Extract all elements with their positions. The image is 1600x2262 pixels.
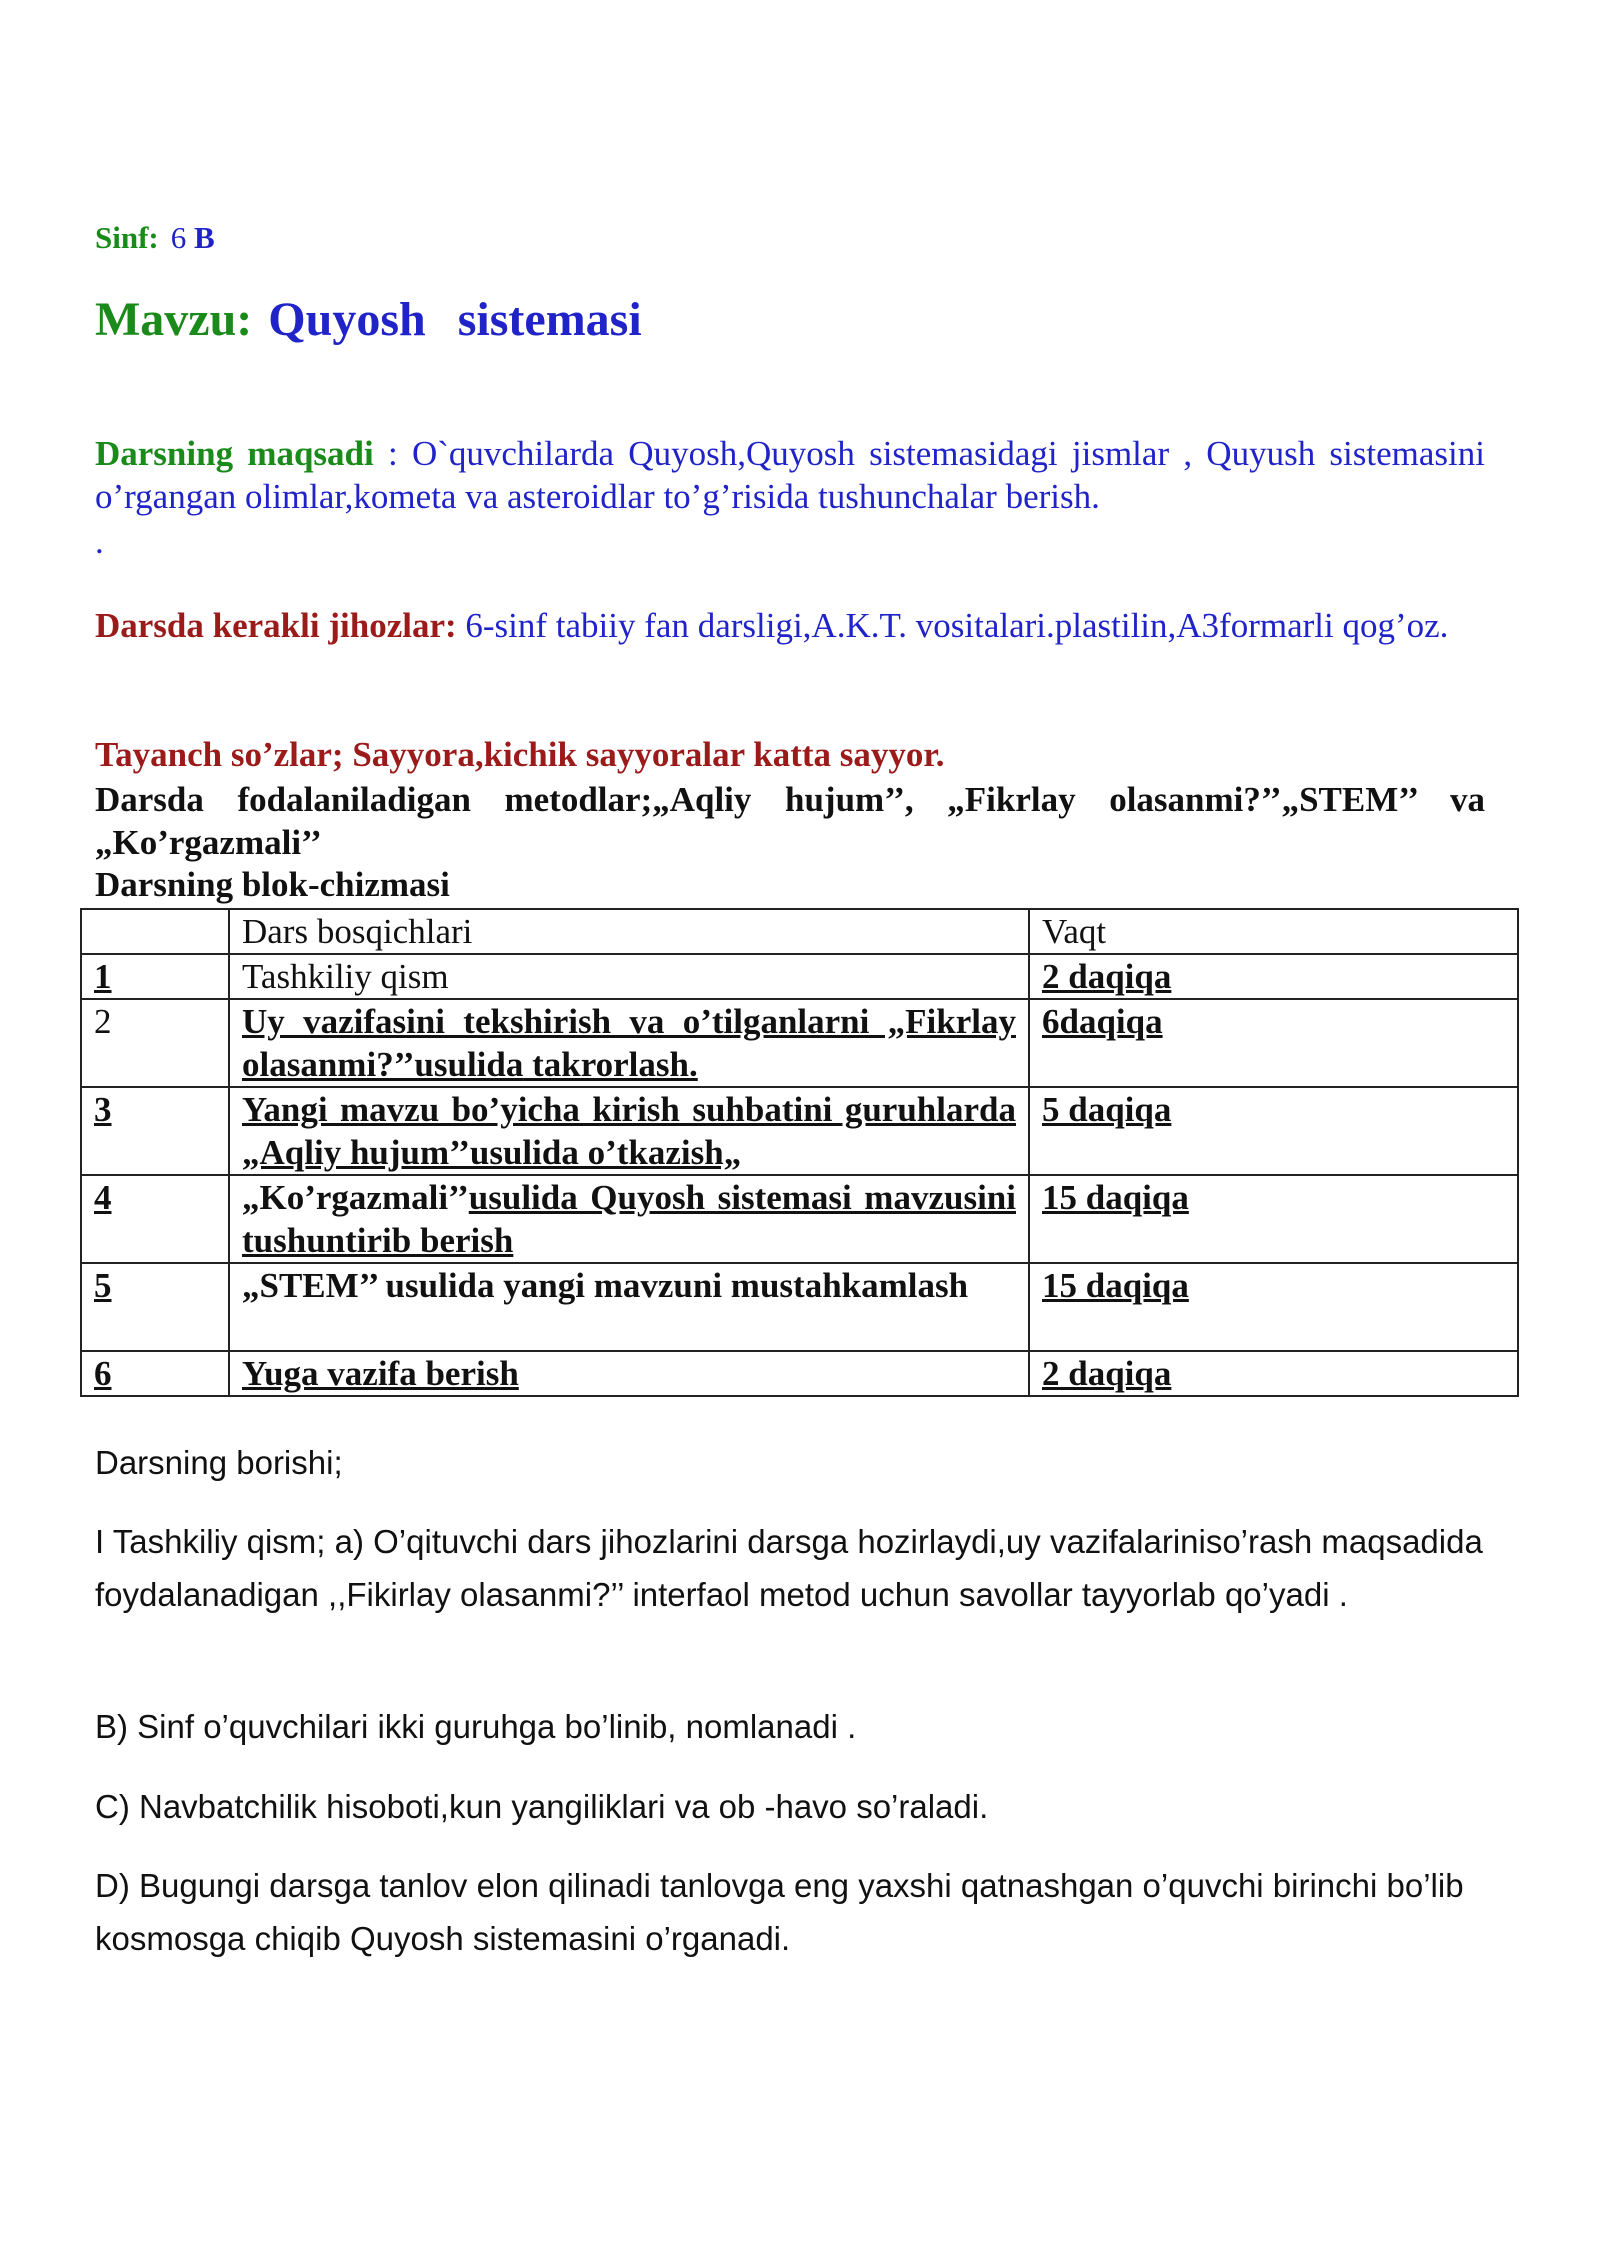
equipment-text: 6-sinf tabiiy fan darsligi,A.K.T. vositalari.plastilin,A3formarli qog’oz. bbox=[456, 606, 1449, 645]
lesson-equipment bbox=[95, 604, 1485, 647]
class-line bbox=[95, 220, 215, 256]
row-stage-part-b: usulida Quyosh sistemasi mavzusini tushuntirib berish bbox=[242, 1178, 1016, 1260]
lesson-progress-title: Darsning borishi; bbox=[95, 1444, 343, 1481]
header-time-cell: Vaqt bbox=[1029, 909, 1518, 954]
row-time: 15 daqiqa bbox=[1029, 1263, 1518, 1351]
table-row bbox=[81, 1263, 1518, 1351]
row-time: 6daqiqa bbox=[1029, 999, 1518, 1087]
row-stage: Yuga vazifa berish bbox=[229, 1351, 1029, 1396]
topic-word-1: Quyosh bbox=[268, 293, 426, 346]
goal-text: O`quvchilarda Quyosh,Quyosh sistemasidagi jismlar , Quyush sistemasini o’rgangan olimlar,kometa va asteroidlar to’g’risida tushunchalar berish. bbox=[95, 434, 1485, 516]
row-stage: Yangi mavzu bo’yicha kirish suhbatini guruhlarda „Aqliy hujum’’usulida o’tkazish„ bbox=[229, 1087, 1029, 1175]
goal-label: Darsning maqsadi bbox=[95, 434, 374, 473]
topic-title bbox=[95, 292, 642, 347]
header-num-cell bbox=[81, 909, 229, 954]
row-num: 4 bbox=[81, 1175, 229, 1263]
row-stage: Tashkiliy qism bbox=[229, 954, 1029, 999]
topic-word-2: sistemasi bbox=[457, 293, 642, 346]
class-label: Sinf: bbox=[95, 220, 159, 255]
lesson-goal bbox=[95, 432, 1485, 518]
progress-paragraph-3: C) Navbatchilik hisoboti,kun yangiliklari va ob -havo so’raladi. bbox=[95, 1788, 989, 1825]
table-row bbox=[81, 1351, 1518, 1396]
table-row bbox=[81, 999, 1518, 1087]
progress-paragraph-1: I Tashkiliy qism; a) O’qituvchi dars jihozlarini darsga hozirlaydi,uy vazifalariniso’rash maqsadida foydalanadigan ,,Fikirlay olasanmi?’’ interfaol metod uchun savollar tayyorlab qo’yadi . bbox=[95, 1523, 1483, 1613]
goal-dot: . bbox=[95, 522, 104, 561]
table-header-row bbox=[81, 909, 1518, 954]
progress-paragraph-2: B) Sinf o’quvchilari ikki guruhga bo’linib, nomlanadi . bbox=[95, 1708, 857, 1745]
row-stage bbox=[229, 1175, 1029, 1263]
row-time: 2 daqiqa bbox=[1029, 954, 1518, 999]
row-stage bbox=[229, 999, 1029, 1087]
class-letter: B bbox=[194, 220, 215, 255]
table-row bbox=[81, 1175, 1518, 1263]
table-row bbox=[81, 1087, 1518, 1175]
row-num: 2 bbox=[81, 999, 229, 1087]
row-stage: „STEM’’ usulida yangi mavzuni mustahkamlash bbox=[229, 1263, 1029, 1351]
lesson-plan-table bbox=[80, 908, 1519, 1397]
row-num: 1 bbox=[81, 954, 229, 999]
key-words: Tayanch so’zlar; Sayyora,kichik sayyoralar katta sayyor. bbox=[95, 735, 945, 774]
lesson-methods: Darsda fodalaniladigan metodlar;„Aqliy hujum’’, „Fikrlay olasanmi?’’„STEM’’ va „Ko’rgazmali’’ bbox=[95, 780, 1485, 862]
class-number: 6 bbox=[170, 220, 187, 255]
row-num: 6 bbox=[81, 1351, 229, 1396]
row-num: 5 bbox=[81, 1263, 229, 1351]
progress-paragraph-4: D) Bugungi darsga tanlov elon qilinadi tanlovga eng yaxshi qatnashgan o’quvchi birinchi bo’lib kosmosga chiqib Quyosh sistemasini o’rganadi. bbox=[95, 1867, 1464, 1957]
topic-label: Mavzu: bbox=[95, 293, 253, 346]
table-row bbox=[81, 954, 1518, 999]
row-stage-part-b: takrorlash. bbox=[523, 1045, 698, 1084]
row-time: 5 daqiqa bbox=[1029, 1087, 1518, 1175]
row-num: 3 bbox=[81, 1087, 229, 1175]
row-time: 2 daqiqa bbox=[1029, 1351, 1518, 1396]
row-stage-part-a: „Ko’rgazmali’’ bbox=[242, 1178, 469, 1217]
goal-separator: : bbox=[373, 434, 412, 473]
equipment-label: Darsda kerakli jihozlar: bbox=[95, 606, 457, 645]
row-time: 15 daqiqa bbox=[1029, 1175, 1518, 1263]
header-stage-cell: Dars bosqichlari bbox=[229, 909, 1029, 954]
block-diagram-title: Darsning blok-chizmasi bbox=[95, 865, 450, 904]
row-stage-part-a: Uy vazifasini tekshirish va o’tilganlarni „Fikrlay olasanmi?’’usulida bbox=[242, 1002, 1016, 1084]
